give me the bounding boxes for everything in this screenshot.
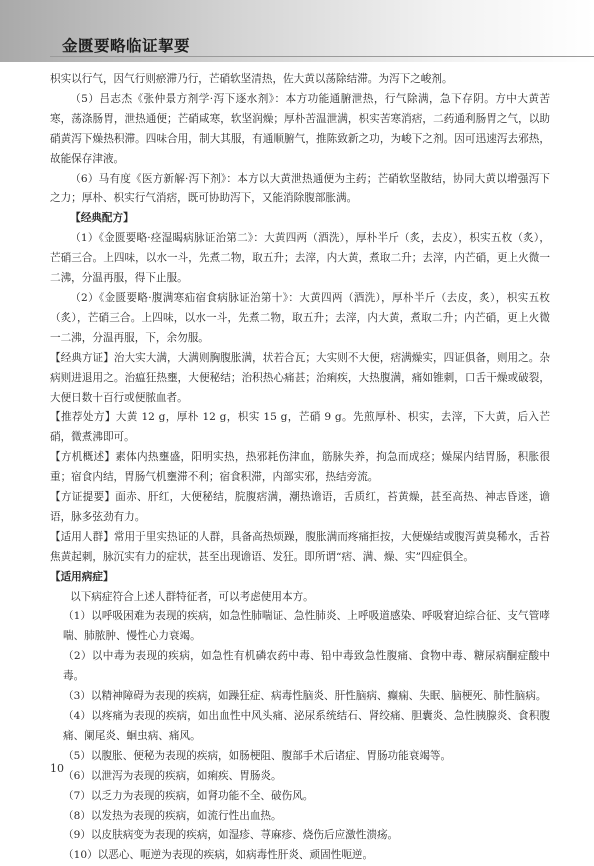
list-item: （5）以腹胀、便秘为表现的疾病，如肠梗阻、腹部手术后诸症、胃肠功能衰竭等。 [63,749,452,762]
paragraph: 【方机概述】素体内热壅盛，阳明实热，热邪耗伤津血，筋脉失养，拘急而成痉；燥屎内结胃肠，积胀很重；宿食内结，胃肠气机壅滞不利；宿食积滞，内部实邪，热结旁流。 [50,451,550,484]
paragraph: 【经典方证】治大实大满，大满则胸腹胀满，状若合瓦；大实则不大便，痞满燥实，四证俱备，则用之。杂病则进退用之。治瘟狂热壅，大便秘结；治积热心痛甚；治痢疾，大热腹满，痛如锥刺，口舌干燥或破裂，大便日数十百行或便脓血者。 [50,351,550,404]
paragraph: 【适用人群】常用于里实热证的人群，具备高热烦躁，腹胀满而疼痛拒按，大便燥结或腹泻黄臭稀水，舌苔焦黄起刺，脉沉实有力的症状，甚至出现谵语、发狂。即所谓“痞、满、燥、实”四症俱全。 [50,530,550,563]
list-item: （4）以疼痛为表现的疾病，如出血性中风头痛、泌尿系统结石、肾绞痛、胆囊炎、急性胰腺炎、食积腹痛、阑尾炎、蛔虫病、痛风。 [63,710,550,742]
paragraph: 枳实以行气，因气行则瘀滞乃行，芒硝软坚清热，佐大黄以荡除结滞。为泻下之峻剂。 [50,73,453,85]
list-item: （2）以中毒为表现的疾病，如急性有机磷农药中毒、铅中毒致急性腹痛、食物中毒、糖尿病酮症酸中毒。 [63,650,550,683]
paragraph: （5）吕志杰《张仲景方剂学·泻下逐水剂》：本方功能通腑泄热，行气除满，急下存阴。方中大黄苦寒，荡涤肠胃，泄热通便；芒硝咸寒，软坚润燥；厚朴苦温泄满，枳实苦寒消痞，二药通利肠胃之气，以助硝黄泻下燥热积滞。四味合用，制大其服，有通顺腑气，推陈致新之功，为峻下之剂。因可迅速泻去邪热，故能保存津液。 [50,92,550,165]
list-item: （1）以呼吸困难为表现的疾病，如急性肺喘证、急性肺炎、上呼吸道感染、呼吸窘迫综合征、支气管哮喘、肺脓肿、慢性心力衰竭。 [63,610,550,643]
list-item: （10）以恶心、呃逆为表现的疾病，如病毒性肝炎、顽固性呃逆。 [63,849,374,862]
paragraph: （1）《金匮要略·痉湿暍病脉证治第二》：大黄四两（酒洗），厚朴半斤（炙，去皮），枳实五枚（炙），芒硝三合。上四味，以水一斗，先煮二物，取五升；去滓，内大黄，煮取二升；去滓，内芒硝，更上火微一二沸，分温再服，得下止服。 [50,232,550,285]
list-item: （3）以精神障碍为表现的疾病，如躁狂症、病毒性脑炎、肝性脑病、癫痫、失眠、脑梗死、肺性脑病。 [63,690,547,703]
body-text [50,70,550,866]
paragraph: 以下病症符合上述人群特征者，可以考虑使用本方。 [70,590,314,603]
page-number: 10 [50,762,64,775]
page-header [0,0,594,62]
list-item: （7）以乏力为表现的疾病，如肾功能不全、破伤风。 [63,789,314,802]
section-heading: 【经典配方】 [70,212,134,225]
paragraph: 【推荐处方】大黄 12 g，厚朴 12 g，枳实 15 g，芒硝 9 g。先煎厚朴、枳实，去滓，下大黄，后入芒硝，微煮沸即可。 [50,411,550,444]
paragraph: （2）《金匮要略·腹满寒疝宿食病脉证治第十》：大黄四两（酒洗），厚朴半斤（去皮，炙），枳实五枚（炙），芒硝三合。上四味，以水一斗，先煮二物，取五升；去滓，内大黄，煮取二升；内芒硝，更上火微一二沸，分温再服，下，余勿服。 [50,291,550,344]
list-item: （8）以发热为表现的疾病，如流行性出血热。 [63,809,282,822]
list-item: （6）以泄泻为表现的疾病，如痢疾、胃肠炎。 [63,769,282,782]
header-rule [50,56,594,57]
list-item: （9）以皮肤病变为表现的疾病，如湿疹、荨麻疹、烧伤后应激性溃疡。 [63,829,399,842]
running-title: 金匮要略临证挈要 [62,36,191,55]
paragraph: 【方证提要】面赤、肝红，大便秘结，脘腹痞满，潮热谵语，舌质红，苔黄燥，甚至高热、神志昏迷，谵语，脉多弦劲有力。 [50,491,550,523]
paragraph: （6）马有度《医方新解·泻下剂》：本方以大黄泄热通便为主药；芒硝软坚散结，协同大黄以增强泻下之力；厚朴、枳实行气消痞，既可协助泻下，又能消除腹部胀满。 [50,172,550,205]
section-heading: 【适用病症】 [50,570,114,583]
